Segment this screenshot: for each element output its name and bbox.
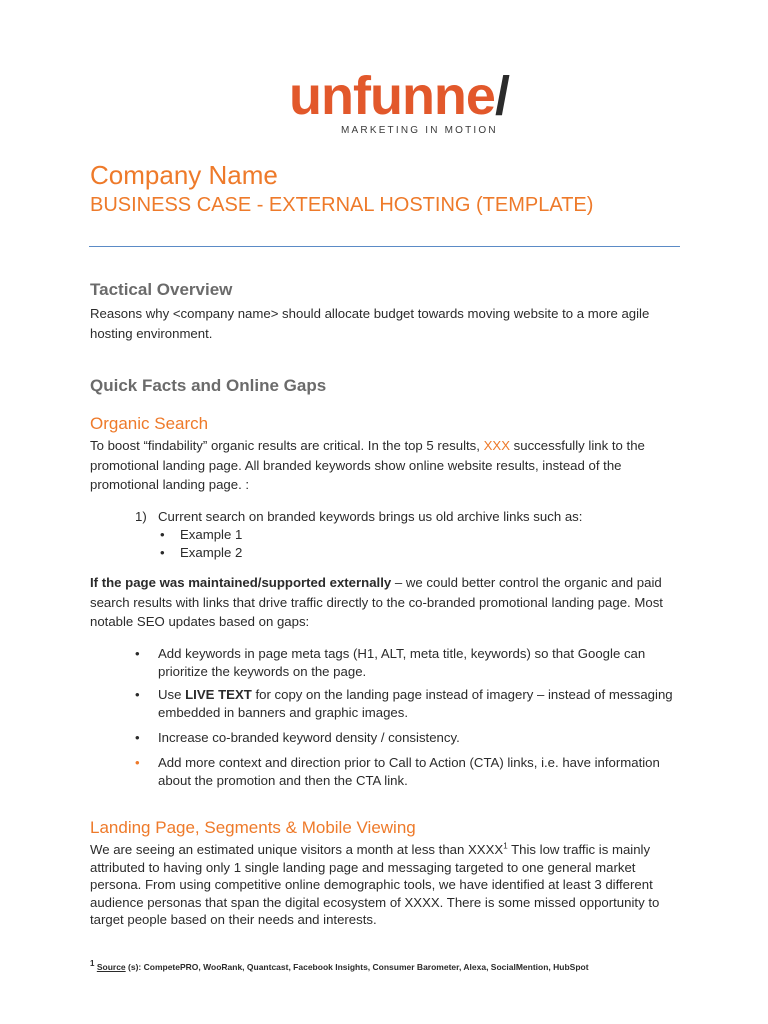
tactical-overview-body: Reasons why <company name> should allocate budget towards moving website to a more agile hosting environment. bbox=[90, 306, 650, 341]
footnote-source-label: Source bbox=[96, 962, 126, 972]
seo-bullet: • Add keywords in page meta tags (H1, ALT, meta title, keywords) so that Google can prioritize the keywords on the page. bbox=[135, 646, 646, 679]
seo-bullet: • Use LIVE TEXT for copy on the landing page instead of imagery – instead of messaging embedded in banners and graphic images. bbox=[135, 687, 673, 720]
seo-bullet: • Add more context and direction prior to Call to Action (CTA) links, i.e. have information about the promotion and then the CTA link. bbox=[135, 755, 660, 788]
seo-bullet: • Increase co-branded keyword density / consistency. bbox=[135, 730, 460, 745]
quick-facts-heading: Quick Facts and Online Gaps bbox=[90, 376, 327, 395]
landing-page-heading: Landing Page, Segments & Mobile Viewing bbox=[90, 818, 416, 837]
unfunnel-logo bbox=[289, 66, 529, 140]
company-name: Company Name bbox=[90, 160, 278, 190]
example-item: • Example 2 bbox=[160, 545, 243, 560]
logo-wordmark: unfunne/ bbox=[289, 66, 509, 126]
tactical-overview-heading: Tactical Overview bbox=[90, 280, 233, 299]
logo-tagline: MARKETING IN MOTION bbox=[341, 125, 498, 136]
external-hosting-paragraph: If the page was maintained/supported externally – we could better control the organic and paid search results with links that drive traffic directly to the co-branded promotional landing page. Most notable SEO updates based on gaps: bbox=[90, 575, 663, 629]
placeholder-highlight: XXX bbox=[483, 438, 510, 453]
landing-page-body: We are seeing an estimated unique visitors a month at less than XXXX$^1$ This low traffic is mainly attributed to having only 1 single landing page and messaging targeted to one general market persona. From using competitive online demographic tools, we have identified at least 3 different audience personas that span the digital ecosystem of XXXX. There is some missed opportunity to target people based on their needs and interests. bbox=[90, 841, 660, 927]
footnote-sources: CompetePRO, WooRank, Quantcast, Facebook Insights, Consumer Barometer, Alexa, SocialMention, HubSpot bbox=[143, 962, 589, 972]
title-divider bbox=[89, 246, 680, 247]
organic-search-body: To boost “findability” organic results are critical. In the top 5 results, XXX successfully link to the promotional landing page. All branded keywords show online website results, instead of the promotional landing page. : bbox=[90, 438, 645, 492]
document-title: BUSINESS CASE - EXTERNAL HOSTING (TEMPLATE) bbox=[90, 194, 594, 216]
organic-search-heading: Organic Search bbox=[90, 414, 209, 433]
numbered-list-item: 1) Current search on branded keywords brings us old archive links such as: bbox=[135, 509, 583, 524]
footnote-reference[interactable]: 1 bbox=[503, 841, 508, 851]
example-item: • Example 1 bbox=[160, 527, 243, 542]
footnote: $^1$ Source (s): CompetePRO, WooRank, Quantcast, Facebook Insights, Consumer Barometer, Alexa, SocialMention, HubSpot bbox=[90, 959, 589, 972]
